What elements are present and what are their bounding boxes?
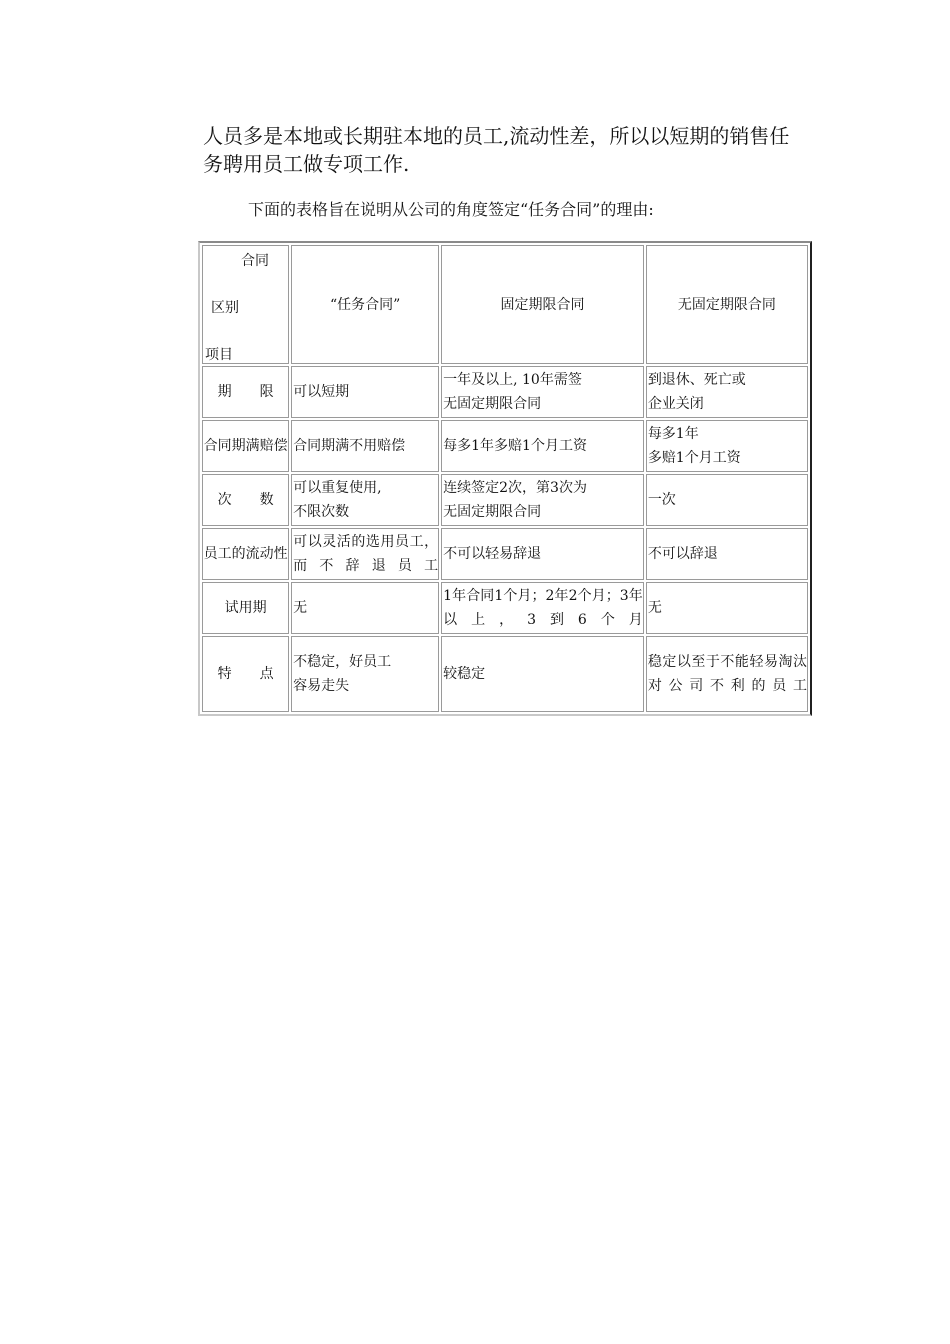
table-row [202, 528, 808, 580]
cell: 无 [646, 582, 808, 634]
comparison-table [198, 241, 812, 716]
row-label: 合同期满赔偿 [202, 420, 289, 472]
header-fixed-term-contract: 固定期限合同 [441, 245, 644, 364]
cell: 无 [291, 582, 439, 634]
corner-cell [202, 245, 289, 364]
cell: 到退休、死亡或 企业关闭 [646, 366, 808, 418]
cell: 每多1年多赔1个月工资 [441, 420, 644, 472]
header-row [202, 245, 808, 364]
cell: 一次 [646, 474, 808, 526]
table-row [202, 420, 808, 472]
table-row [202, 366, 808, 418]
cell: 一年及以上, 10年需签 无固定期限合同 [441, 366, 644, 418]
cell: 每多1年 多赔1个月工资 [646, 420, 808, 472]
row-label: 试用期 [202, 582, 289, 634]
cell: 1年合同1个月；2年2个月；3年以上，3到6个月 [441, 582, 644, 634]
cell: 可以灵活的选用员工，而不辞退员工 [291, 528, 439, 580]
cell: 较稳定 [441, 636, 644, 712]
cell: 不稳定，好员工 容易走失 [291, 636, 439, 712]
table-intro: 下面的表格旨在说明从公司的角度签定“任务合同”的理由: [248, 200, 654, 219]
cell: 可以短期 [291, 366, 439, 418]
body-paragraph: 人员多是本地或长期驻本地的员工,流动性差，所以以短期的销售任务聘用员工做专项工作. [203, 124, 790, 176]
header-open-ended-contract: 无固定期限合同 [646, 245, 808, 364]
row-label: 员工的流动性 [202, 528, 289, 580]
row-label: 期 限 [202, 366, 289, 418]
corner-middle: 区别 [211, 300, 239, 316]
cell: 不可以轻易辞退 [441, 528, 644, 580]
table-row [202, 636, 808, 712]
corner-top: 合同 [241, 253, 269, 269]
row-label: 特 点 [202, 636, 289, 712]
header-task-contract: “任务合同” [291, 245, 439, 364]
cell: 稳定以至于不能轻易淘汰对公司不利的员工 [646, 636, 808, 712]
cell: 可以重复使用, 不限次数 [291, 474, 439, 526]
cell: 连续签定2次，第3次为 无固定期限合同 [441, 474, 644, 526]
table-row [202, 474, 808, 526]
table-row [202, 582, 808, 634]
row-label: 次 数 [202, 474, 289, 526]
cell: 不可以辞退 [646, 528, 808, 580]
corner-bottom: 项目 [205, 347, 233, 363]
cell: 合同期满不用赔偿 [291, 420, 439, 472]
